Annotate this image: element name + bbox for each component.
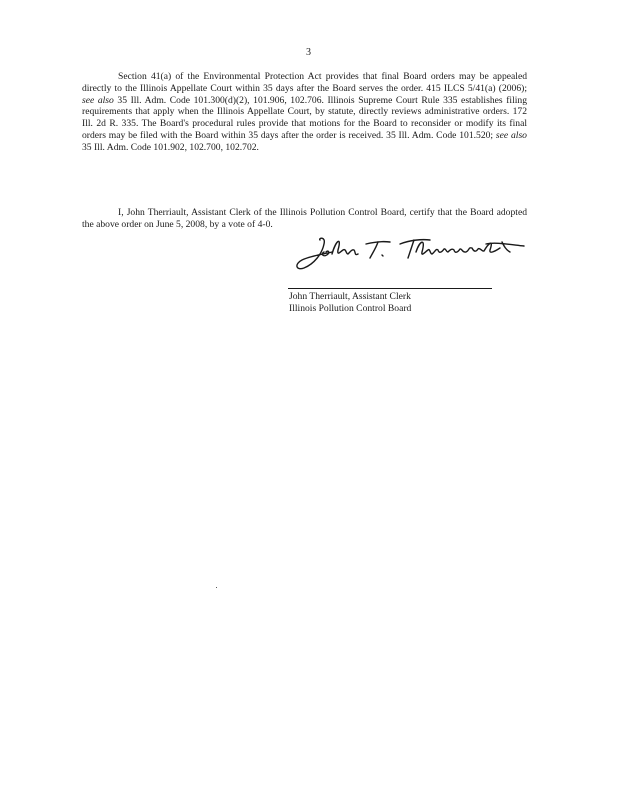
- appeal-rights-paragraph: [82, 71, 527, 154]
- see-also-citation-1: see also: [82, 94, 114, 106]
- signer-name-title: John Therriault, Assistant Clerk: [289, 291, 411, 302]
- signer-organization: Illinois Pollution Control Board: [289, 303, 412, 314]
- appeal-text-part-3: 35 Ill. Adm. Code 101.902, 102.700, 102.702.: [82, 141, 259, 153]
- scan-speck: [216, 587, 217, 588]
- see-also-citation-2: see also: [495, 129, 527, 141]
- handwritten-signature: [290, 230, 530, 280]
- certification-text: I, John Therriault, Assistant Clerk of the Illinois Pollution Control Board, certify that the Board adopted the above order on June 5, 2008, by a vote of 4-0.: [82, 207, 527, 230]
- certification-paragraph: [82, 207, 527, 231]
- page-number: 3: [306, 47, 311, 58]
- appeal-text-part-1: Section 41(a) of the Environmental Protection Act provides that final Board orders may be appealed directly to the Illinois Appellate Court within 35 days after the Board serves the order. 415 ILCS 5/41(a) (2006);: [82, 71, 527, 94]
- appeal-text-part-2: 35 Ill. Adm. Code 101.300(d)(2), 101.906, 102.706. Illinois Supreme Court Rule 335 establishes filing requirements that apply when the Illinois Appellate Court, by statute, directly reviews administrative orders. 172 Ill. 2d R. 335. The Board's procedural rules provide that motions for the Board to reconsider or modify its final orders may be filed with the Board within 35 days after the order is received. 35 Ill. Adm. Code 101.520;: [82, 94, 527, 141]
- signature-line: [288, 288, 492, 289]
